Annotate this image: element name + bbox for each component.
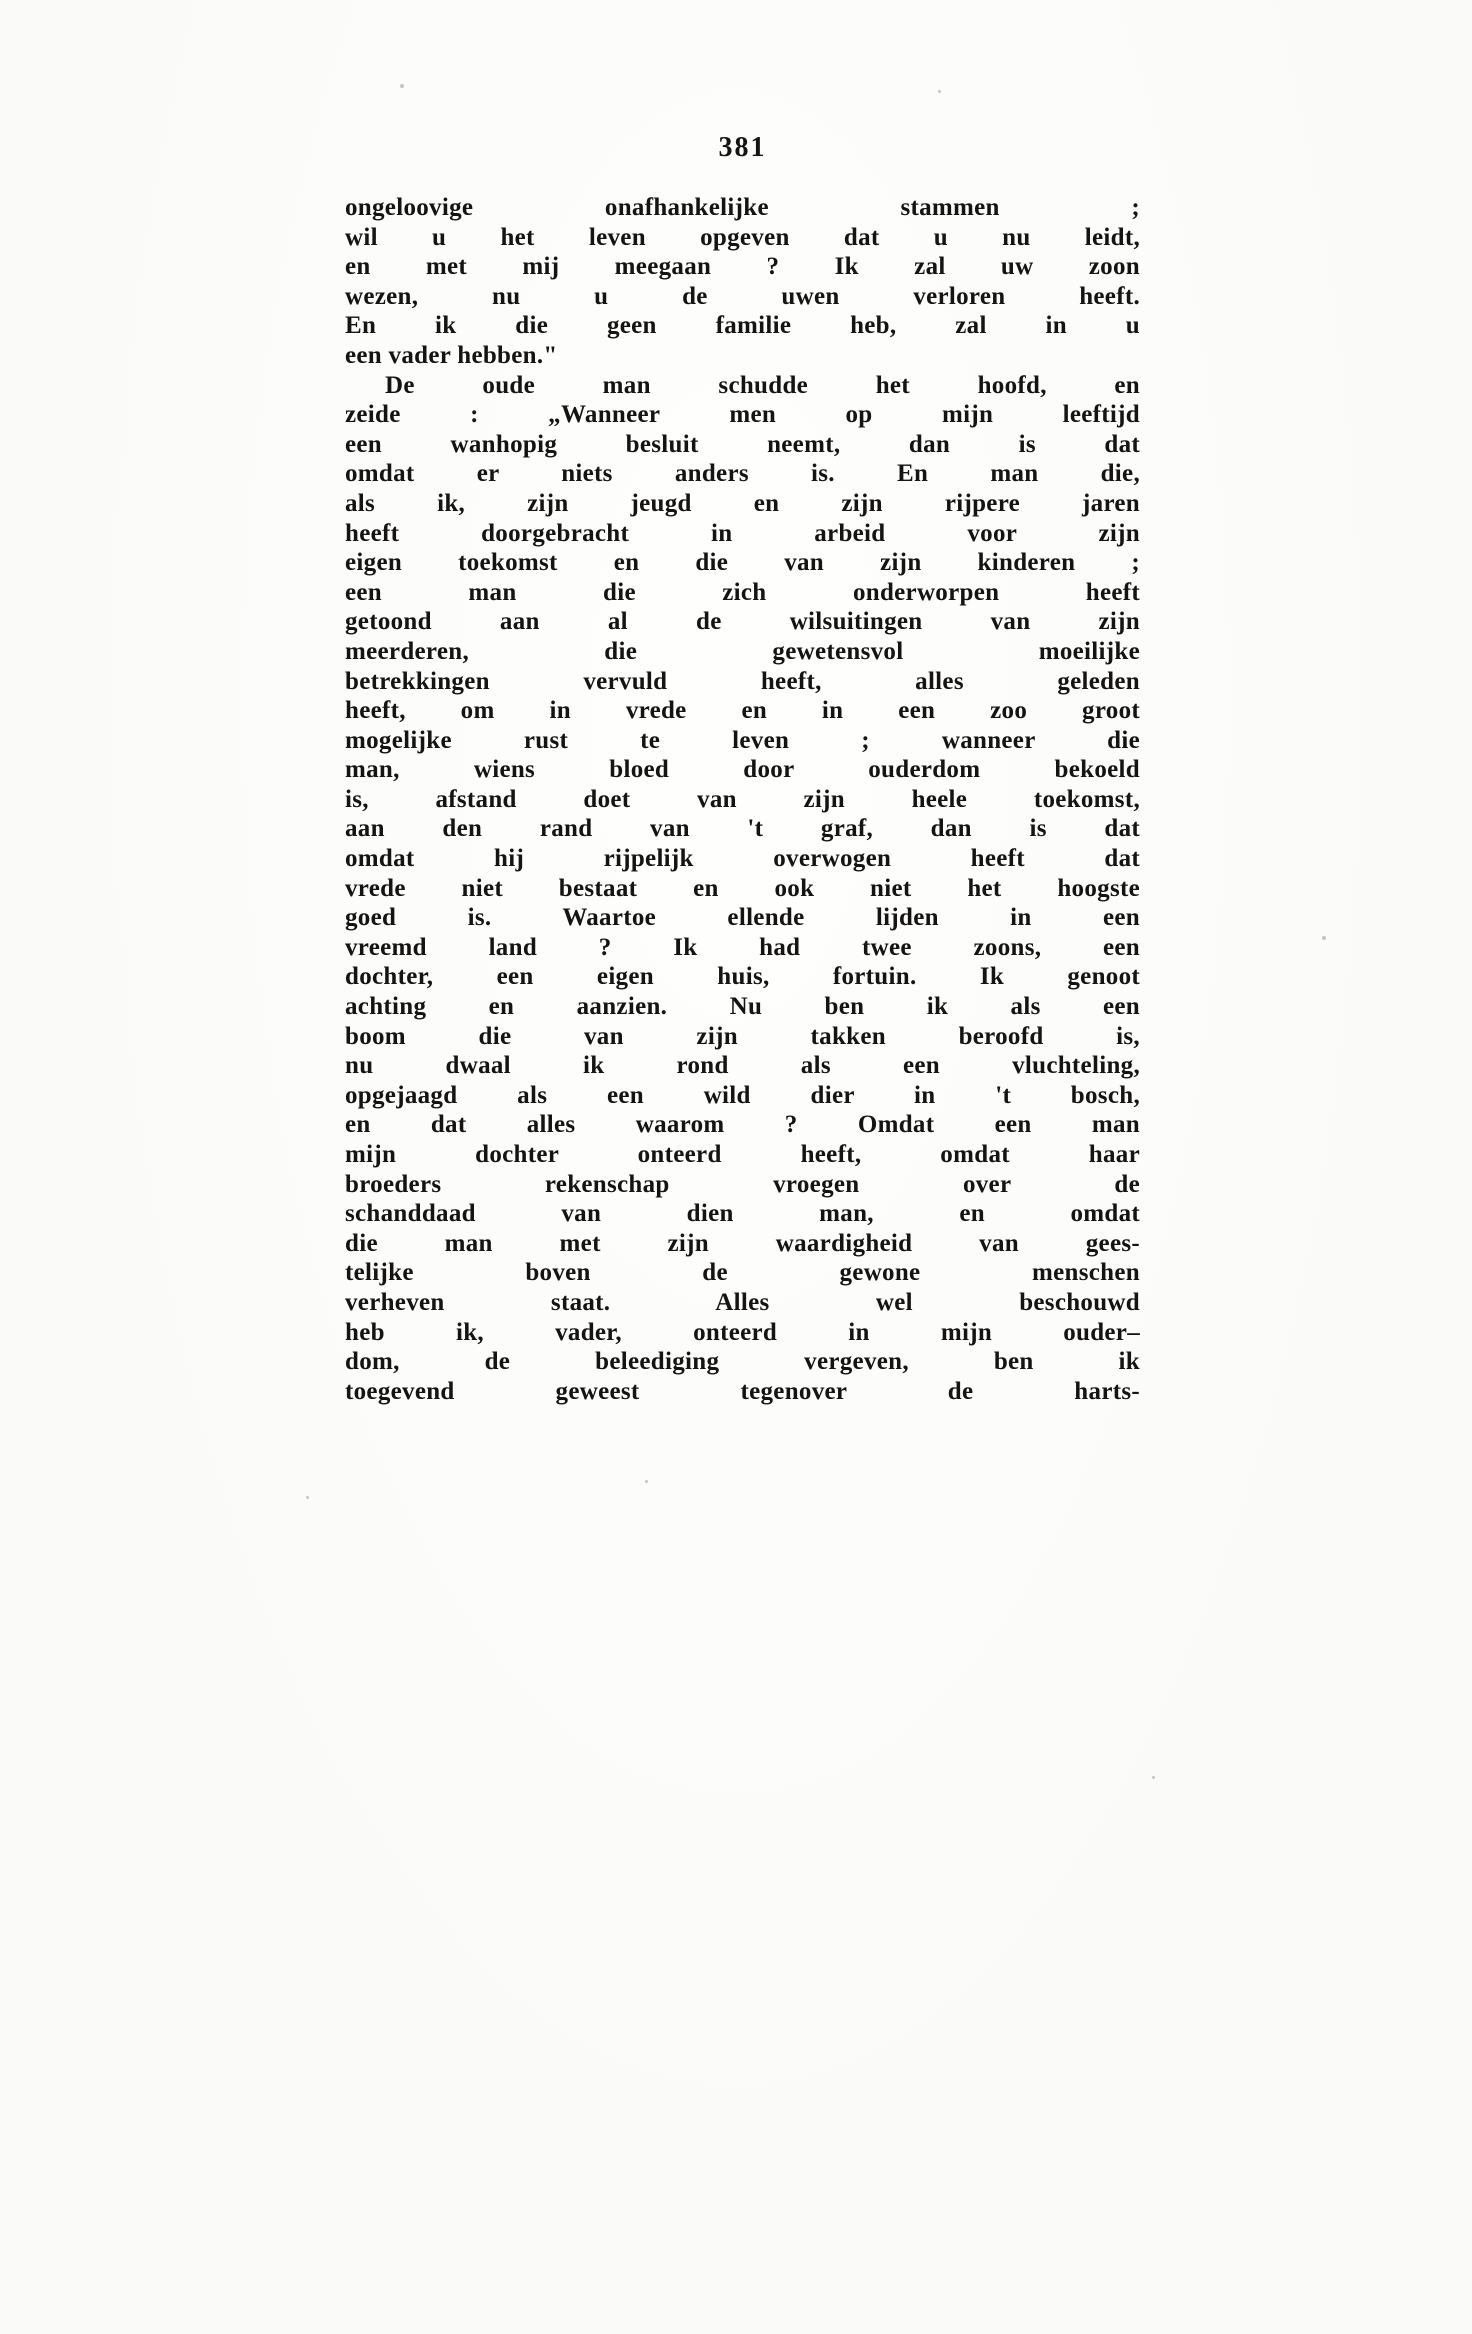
scan-speck <box>1322 936 1326 940</box>
text-line: die man met zijn waardigheid van gees- <box>345 1229 1140 1257</box>
text-line: een vader hebben." <box>345 341 558 369</box>
text-line: nu dwaal ik rond als een vluchteling, <box>345 1052 1140 1080</box>
text-line: vrede niet bestaat en ook niet het hoogste <box>345 874 1140 902</box>
text-line: een wanhopig besluit neemt, dan is dat <box>345 430 1140 458</box>
text-line: achting en aanzien. Nu ben ik als een <box>345 993 1140 1021</box>
text-line: schanddaad van dien man, en omdat <box>345 1200 1140 1228</box>
text-line: man, wiens bloed door ouderdom bekoeld <box>345 756 1140 784</box>
text-line: mogelijke rust te leven ; wanneer die <box>345 726 1140 754</box>
text-line: ongeloovige onafhankelijke stammen ; <box>345 194 1140 221</box>
text-line: heeft doorgebracht in arbeid voor zijn <box>345 519 1140 547</box>
page-number: 381 <box>718 132 767 163</box>
scan-speck <box>1152 1776 1155 1779</box>
text-line: broeders rekenschap vroegen over de <box>345 1170 1140 1198</box>
scan-speck <box>938 90 941 93</box>
text-line: verheven staat. Alles wel beschouwd <box>345 1288 1140 1316</box>
scan-speck <box>645 1480 648 1483</box>
text-block <box>345 193 1140 1406</box>
text-line: aan den rand van 't graf, dan is dat <box>345 815 1140 843</box>
text-line: opgejaagd als een wild dier in 't bosch, <box>345 1081 1140 1109</box>
text-line: vreemd land ? Ik had twee zoons, een <box>345 933 1140 961</box>
text-line: wezen, nu u de uwen verloren heeft. <box>345 282 1140 310</box>
text-line: omdat hij rijpelijk overwogen heeft dat <box>345 845 1140 873</box>
text-line: meerderen, die gewetensvol moeilijke <box>345 637 1140 665</box>
text-line: zeide : „Wanneer men op mijn leeftijd <box>345 401 1140 429</box>
text-line: een man die zich onderworpen heeft <box>345 578 1140 606</box>
text-line: omdat er niets anders is. En man die, <box>345 460 1140 488</box>
text-line: toegevend geweest tegenover de harts- <box>345 1377 1140 1405</box>
text-line: telijke boven de gewone menschen <box>345 1259 1140 1287</box>
text-line: En ik die geen familie heb, zal in u <box>345 312 1140 340</box>
text-line: De oude man schudde het hoofd, en <box>385 371 1140 399</box>
text-line: als ik, zijn jeugd en zijn rijpere jaren <box>345 489 1140 517</box>
text-line: is, afstand doet van zijn heele toekomst, <box>345 785 1140 813</box>
text-line: mijn dochter onteerd heeft, omdat haar <box>345 1141 1140 1168</box>
text-line: en dat alles waarom ? Omdat een man <box>345 1111 1140 1139</box>
text-line: boom die van zijn takken beroofd is, <box>345 1022 1140 1050</box>
text-line: eigen toekomst en die van zijn kinderen ; <box>345 549 1140 577</box>
text-line: en met mij meegaan ? Ik zal uw zoon <box>345 253 1140 281</box>
text-line: dochter, een eigen huis, fortuin. Ik genoot <box>345 963 1140 991</box>
text-line: wil u het leven opgeven dat u nu leidt, <box>345 223 1140 251</box>
text-line: dom, de beleediging vergeven, ben ik <box>345 1348 1140 1376</box>
text-line: heeft, om in vrede en in een zoo groot <box>345 697 1140 725</box>
text-line: getoond aan al de wilsuitingen van zijn <box>345 608 1140 636</box>
scan-speck <box>400 84 404 88</box>
text-line: betrekkingen vervuld heeft, alles geleden <box>345 667 1140 695</box>
text-line: goed is. Waartoe ellende lijden in een <box>345 904 1140 932</box>
text-line: heb ik, vader, onteerd in mijn ouder– <box>345 1318 1140 1346</box>
scan-speck <box>306 1496 309 1499</box>
